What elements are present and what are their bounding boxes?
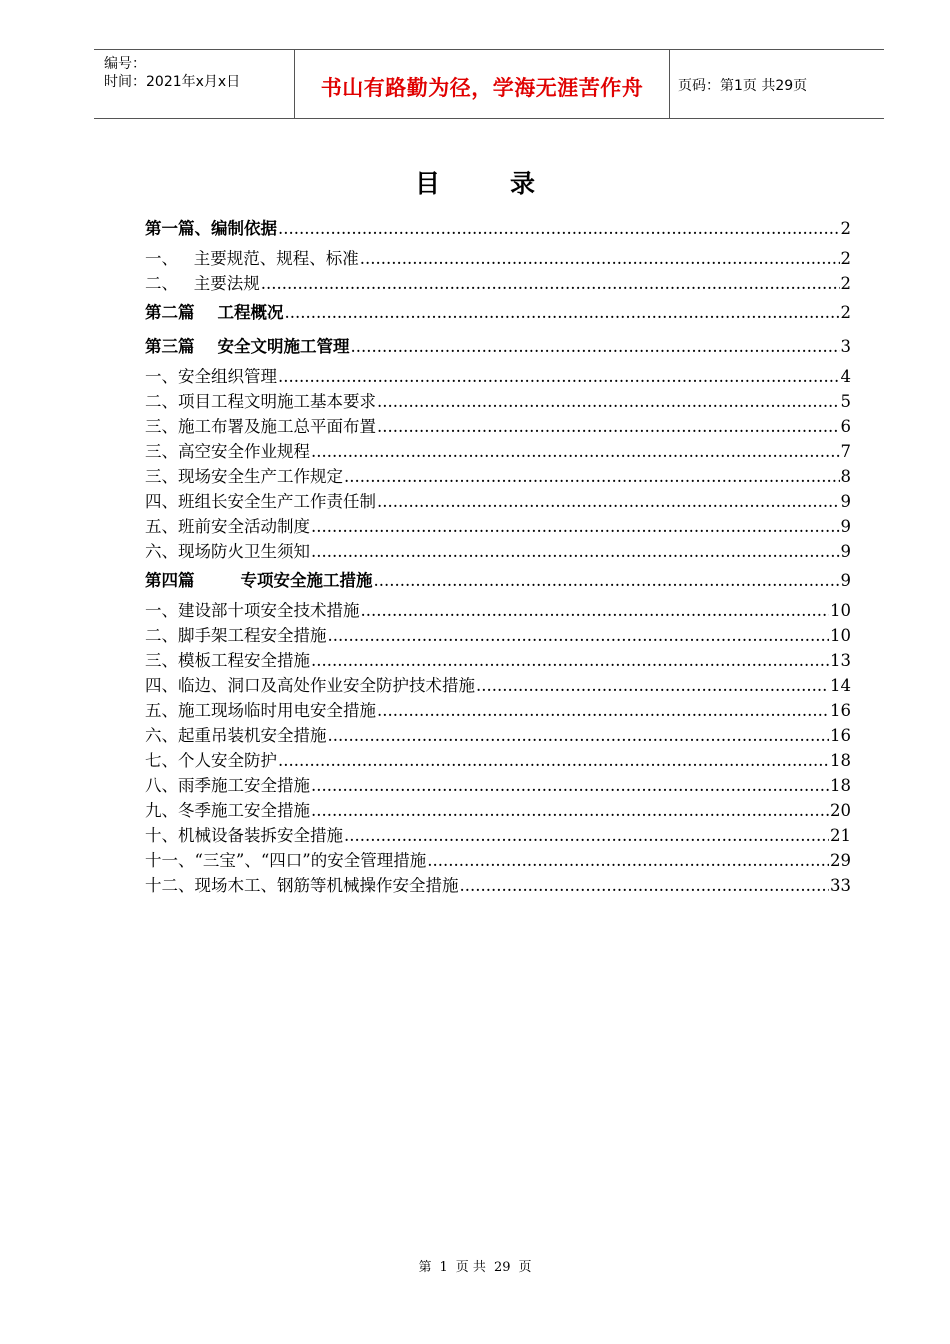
- toc-entry-label: 十一、“三宝”、“四口”的安全管理措施: [145, 851, 427, 870]
- toc-leader-dots: [377, 489, 840, 514]
- toc-leader-dots: [344, 823, 829, 848]
- toc-entry-page: 29: [830, 851, 851, 870]
- toc-entry-page: 33: [830, 876, 851, 895]
- toc-entry-label: 四、班组长安全生产工作责任制: [145, 492, 376, 511]
- toc-entry-page: 10: [830, 626, 851, 645]
- toc-entry[interactable]: [145, 773, 851, 798]
- toc-entry-label: 七、个人安全防护: [145, 751, 277, 770]
- toc-leader-dots: [350, 330, 839, 364]
- toc-leader-dots: [311, 439, 840, 464]
- toc-part-entry[interactable]: [145, 564, 851, 598]
- toc-entry[interactable]: [145, 364, 851, 389]
- toc-entry-page: 6: [840, 417, 851, 436]
- toc-entry-label: 二、 主要法规: [145, 274, 260, 293]
- toc-leader-dots: [328, 723, 830, 748]
- toc-leader-dots: [377, 389, 840, 414]
- toc-entry-page: 18: [830, 776, 851, 795]
- header-page-cell: [668, 50, 884, 118]
- toc-part-entry[interactable]: [145, 212, 851, 246]
- toc-entry[interactable]: [145, 648, 851, 673]
- toc-entry-label: 四、临边、洞口及高处作业安全防护技术措施: [145, 676, 475, 695]
- toc-leader-dots: [311, 514, 840, 539]
- toc-entry-page: 14: [830, 676, 851, 695]
- toc-entry[interactable]: [145, 848, 851, 873]
- document-code-label: 编号：: [104, 56, 146, 72]
- document-header: [94, 49, 884, 119]
- toc-leader-dots: [328, 623, 830, 648]
- toc-leader-dots: [311, 648, 829, 673]
- toc-entry-page: 8: [840, 467, 851, 486]
- toc-entry-page: 18: [830, 751, 851, 770]
- toc-entry[interactable]: [145, 389, 851, 414]
- toc-entry-label: 五、班前安全活动制度: [145, 517, 310, 536]
- footer-suffix: 页: [518, 1260, 532, 1275]
- table-of-contents: [145, 212, 851, 898]
- toc-leader-dots: [278, 748, 829, 773]
- title-char-2: 录: [510, 169, 536, 198]
- toc-entry-page: 13: [830, 651, 851, 670]
- toc-part-entry[interactable]: [145, 330, 851, 364]
- toc-leader-dots: [311, 798, 829, 823]
- toc-entry-page: 9: [840, 542, 851, 561]
- toc-leader-dots: [476, 673, 829, 698]
- toc-leader-dots: [278, 212, 840, 246]
- toc-entry[interactable]: [145, 271, 851, 296]
- page-footer: [0, 1256, 950, 1275]
- toc-entry-page: 16: [830, 726, 851, 745]
- toc-entry-label: 六、现场防火卫生须知: [145, 542, 310, 561]
- toc-entry[interactable]: [145, 539, 851, 564]
- footer-page: 1: [439, 1260, 448, 1275]
- toc-entry-label: 十二、现场木工、钢筋等机械操作安全措施: [145, 876, 459, 895]
- toc-entry-label: 一、安全组织管理: [145, 367, 277, 386]
- toc-entry-page: 9: [840, 571, 851, 590]
- toc-entry-page: 7: [840, 442, 851, 461]
- toc-entry-label: 一、 主要规范、规程、标准: [145, 249, 359, 268]
- toc-entry-label: 八、雨季施工安全措施: [145, 776, 310, 795]
- header-motto: 书山有路勤为径，学海无涯苦作舟: [320, 75, 644, 100]
- toc-leader-dots: [377, 414, 840, 439]
- toc-entry[interactable]: [145, 673, 851, 698]
- toc-leader-dots: [361, 598, 830, 623]
- toc-entry-page: 16: [830, 701, 851, 720]
- toc-leader-dots: [373, 564, 839, 598]
- title-char-1: 目: [414, 169, 440, 198]
- toc-entry-page: 3: [840, 337, 851, 356]
- toc-entry-page: 2: [840, 303, 851, 322]
- toc-entry[interactable]: [145, 439, 851, 464]
- toc-leader-dots: [284, 296, 839, 330]
- page-title: [0, 164, 950, 200]
- toc-entry-page: 20: [830, 801, 851, 820]
- toc-entry-label: 三、施工布署及施工总平面布置: [145, 417, 376, 436]
- toc-entry[interactable]: [145, 598, 851, 623]
- toc-entry-page: 21: [830, 826, 851, 845]
- toc-entry-page: 2: [840, 249, 851, 268]
- toc-entry[interactable]: [145, 748, 851, 773]
- toc-entry-page: 10: [830, 601, 851, 620]
- toc-entry-label: 二、项目工程文明施工基本要求: [145, 392, 376, 411]
- toc-entry-label: 一、建设部十项安全技术措施: [145, 601, 360, 620]
- header-motto-cell: [294, 50, 670, 118]
- header-page-number: 页码：第1页 共29页: [678, 78, 808, 94]
- toc-entry-label: 三、现场安全生产工作规定: [145, 467, 343, 486]
- toc-entry-page: 2: [840, 219, 851, 238]
- toc-entry-label: 第三篇 安全文明施工管理: [145, 337, 350, 356]
- toc-part-entry[interactable]: [145, 296, 851, 330]
- toc-entry-label: 二、脚手架工程安全措施: [145, 626, 327, 645]
- toc-leader-dots: [460, 873, 830, 898]
- toc-entry-label: 三、高空安全作业规程: [145, 442, 310, 461]
- toc-entry-page: 5: [840, 392, 851, 411]
- toc-leader-dots: [360, 246, 840, 271]
- toc-entry-page: 2: [840, 274, 851, 293]
- footer-total: 29: [493, 1260, 511, 1275]
- toc-leader-dots: [344, 464, 840, 489]
- toc-entry-label: 第四篇 专项安全施工措施: [145, 571, 373, 590]
- toc-entry[interactable]: [145, 246, 851, 271]
- toc-entry[interactable]: [145, 623, 851, 648]
- toc-entry-page: 9: [840, 517, 851, 536]
- header-info-cell: [94, 50, 294, 118]
- toc-entry[interactable]: [145, 723, 851, 748]
- toc-entry-label: 五、施工现场临时用电安全措施: [145, 701, 376, 720]
- toc-entry[interactable]: [145, 873, 851, 898]
- toc-entry[interactable]: [145, 489, 851, 514]
- toc-entry[interactable]: [145, 823, 851, 848]
- toc-entry[interactable]: [145, 464, 851, 489]
- toc-leader-dots: [311, 539, 840, 564]
- toc-entry[interactable]: [145, 798, 851, 823]
- toc-leader-dots: [311, 773, 829, 798]
- toc-entry-label: 三、模板工程安全措施: [145, 651, 310, 670]
- toc-entry[interactable]: [145, 514, 851, 539]
- toc-leader-dots: [261, 271, 840, 296]
- toc-entry[interactable]: [145, 698, 851, 723]
- document-time-label: 时间：2021年x月x日: [104, 74, 241, 90]
- toc-entry-label: 第二篇 工程概况: [145, 303, 284, 322]
- footer-mid: 页 共: [455, 1260, 486, 1275]
- toc-entry-label: 十、机械设备装拆安全措施: [145, 826, 343, 845]
- toc-entry-page: 4: [840, 367, 851, 386]
- toc-entry-label: 九、冬季施工安全措施: [145, 801, 310, 820]
- toc-entry-label: 第一篇、编制依据: [145, 219, 277, 238]
- toc-entry-page: 9: [840, 492, 851, 511]
- toc-entry-label: 六、起重吊装机安全措施: [145, 726, 327, 745]
- toc-leader-dots: [377, 698, 829, 723]
- toc-leader-dots: [278, 364, 840, 389]
- footer-prefix: 第: [418, 1260, 432, 1275]
- toc-entry[interactable]: [145, 414, 851, 439]
- toc-leader-dots: [427, 848, 829, 873]
